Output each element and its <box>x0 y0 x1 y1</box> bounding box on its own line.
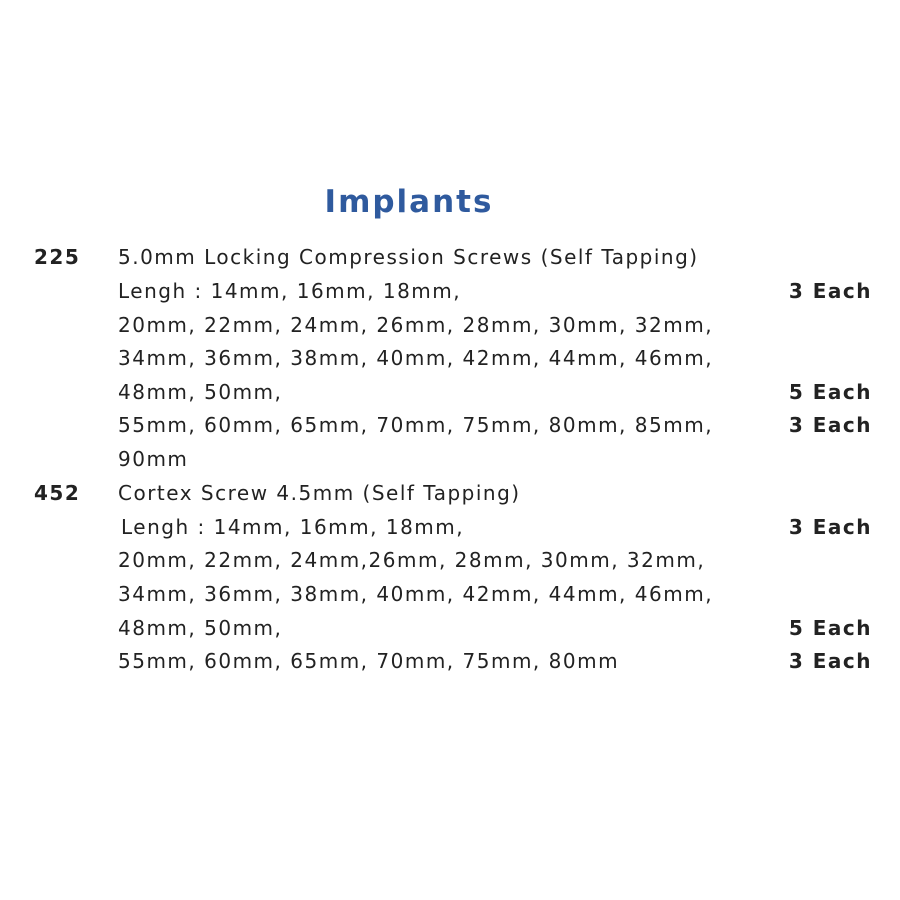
item-name: 5.0mm Locking Compression Screws (Self Tapping) <box>118 245 699 269</box>
quantity-label: 3 Each <box>788 515 872 539</box>
size-line-text: 20mm, 22mm, 24mm, 26mm, 28mm, 30mm, 32mm, <box>118 313 714 337</box>
size-line-row <box>0 577 900 611</box>
item-header-row <box>0 476 900 510</box>
size-line-text: 48mm, 50mm, <box>118 616 283 640</box>
quantity-label: 5 Each <box>788 380 872 404</box>
size-line-text: 20mm, 22mm, 24mm,26mm, 28mm, 30mm, 32mm, <box>118 548 706 572</box>
size-line-text: 55mm, 60mm, 65mm, 70mm, 75mm, 80mm, 85mm, <box>118 413 714 437</box>
size-line-text: Lengh : 14mm, 16mm, 18mm, <box>121 515 465 539</box>
size-line-text: 34mm, 36mm, 38mm, 40mm, 42mm, 44mm, 46mm, <box>118 582 714 606</box>
size-line-row <box>0 543 900 577</box>
item-name: Cortex Screw 4.5mm (Self Tapping) <box>118 481 521 505</box>
page-title: Implants <box>324 184 494 220</box>
size-line-text: Lengh : 14mm, 16mm, 18mm, <box>118 279 462 303</box>
item-code: 452 <box>34 481 81 505</box>
quantity-label: 3 Each <box>788 279 872 303</box>
item-header-row <box>0 240 900 274</box>
size-line-row <box>0 375 900 409</box>
size-line-row <box>0 442 900 476</box>
size-line-row <box>0 644 900 678</box>
size-line-row <box>0 308 900 342</box>
size-line-text: 55mm, 60mm, 65mm, 70mm, 75mm, 80mm <box>118 649 620 673</box>
size-line-row <box>0 611 900 645</box>
quantity-label: 5 Each <box>788 616 872 640</box>
size-line-row <box>0 510 900 544</box>
size-line-row <box>0 274 900 308</box>
size-line-text: 34mm, 36mm, 38mm, 40mm, 42mm, 44mm, 46mm, <box>118 346 714 370</box>
size-line-row <box>0 408 900 442</box>
quantity-label: 3 Each <box>788 413 872 437</box>
size-line-text: 48mm, 50mm, <box>118 380 283 404</box>
item-code: 225 <box>34 245 81 269</box>
size-line-text: 90mm <box>118 447 189 471</box>
quantity-label: 3 Each <box>788 649 872 673</box>
size-line-row <box>0 341 900 375</box>
